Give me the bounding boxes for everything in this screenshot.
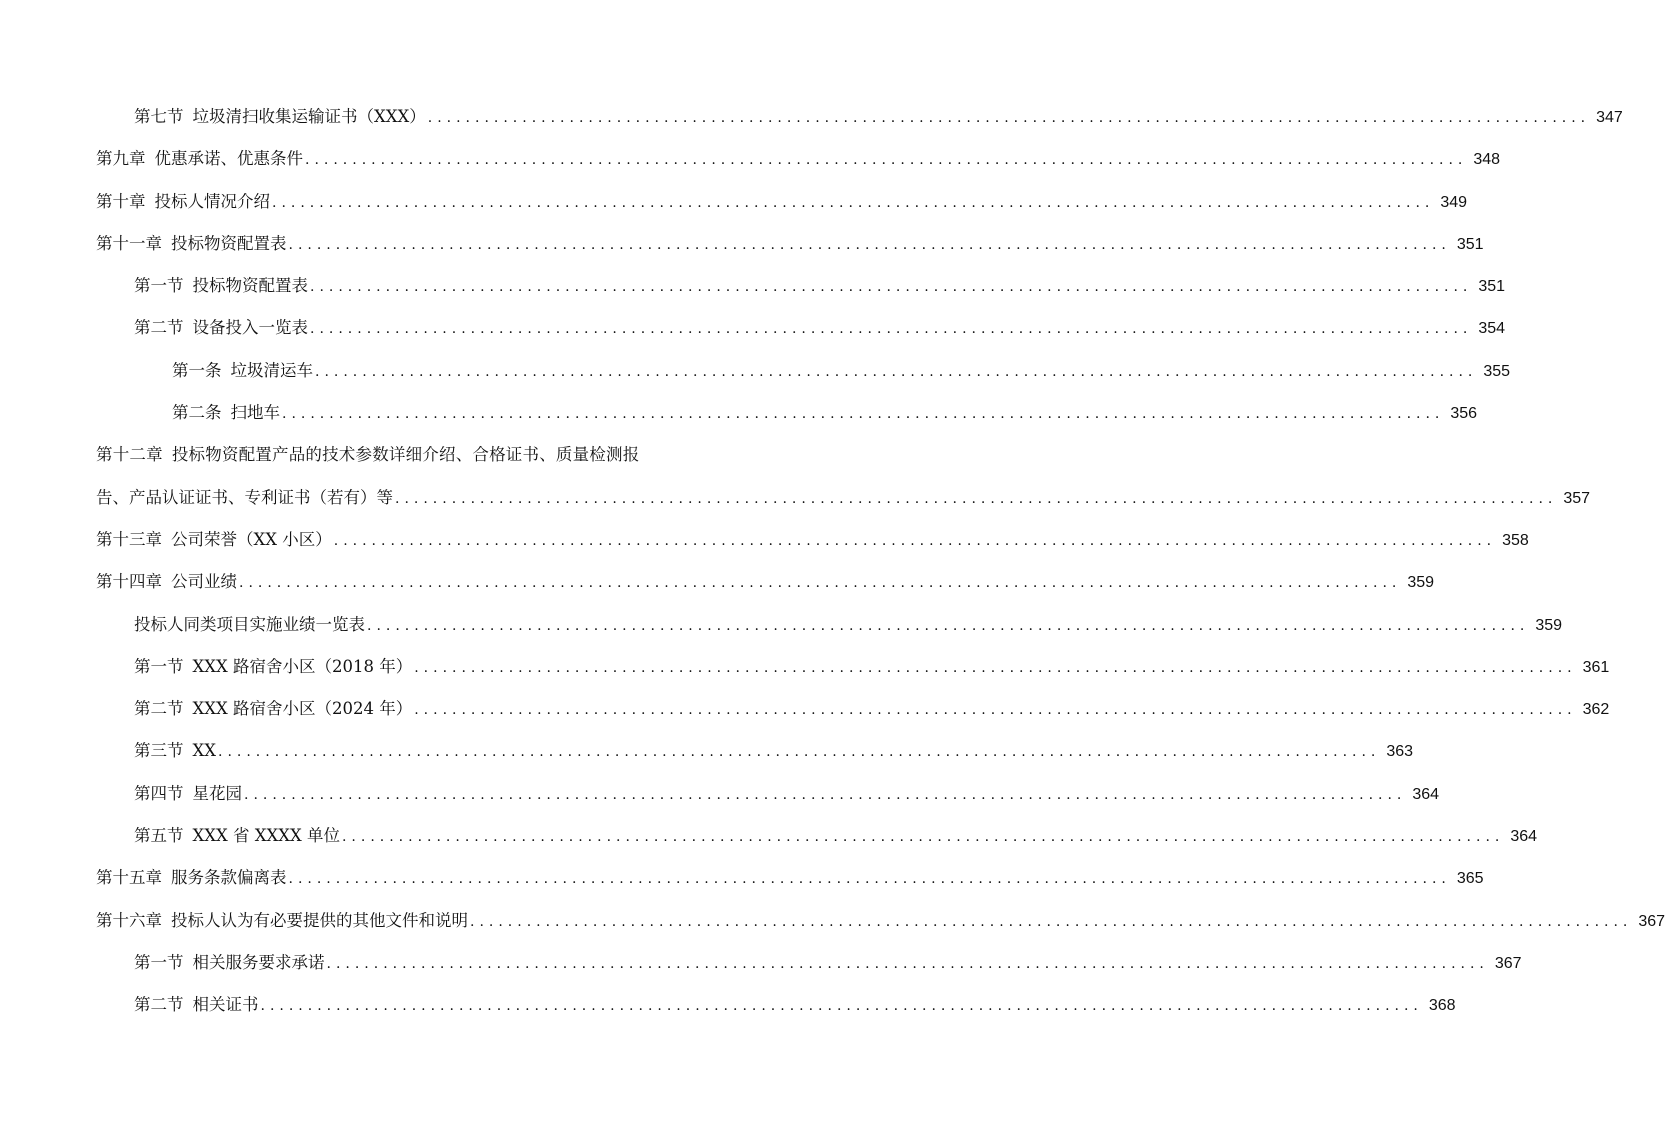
- toc-entry-number: 第十一章: [96, 233, 162, 253]
- dot-leader: ...........................................................................................................................: [341, 829, 1505, 846]
- toc-entry-number: 第二节: [134, 699, 184, 719]
- dot-leader: ...........................................................................................................................: [310, 321, 1473, 338]
- dot-leader: ...........................................................................................................................: [218, 744, 1381, 761]
- dot-leader: ...........................................................................................................................: [395, 490, 1558, 507]
- dot-leader: ...........................................................................................................................: [244, 786, 1407, 803]
- toc-entry-number: 第七节: [134, 107, 184, 126]
- toc-entry-title: 星花园: [192, 783, 242, 803]
- toc-entry-title: 垃圾清运车: [230, 360, 313, 380]
- toc-entry[interactable]: [96, 604, 1563, 646]
- toc-entry-page: 355: [1483, 362, 1511, 380]
- toc-entry-page: 359: [1535, 616, 1563, 634]
- toc-entry-page: 348: [1473, 151, 1501, 169]
- toc-entry-number: 第一节: [134, 656, 184, 676]
- toc-entry-page: 349: [1440, 193, 1468, 211]
- toc-entry-page: 354: [1478, 320, 1506, 338]
- toc-entry-wrapped[interactable]: [96, 434, 1591, 519]
- toc-entry-page: 347: [1596, 109, 1623, 126]
- toc-entry[interactable]: [96, 561, 1435, 603]
- toc-entry-page: 361: [1582, 658, 1610, 676]
- toc-entry-number: 第四节: [134, 783, 184, 803]
- dot-leader: ...........................................................................................................................: [315, 363, 1478, 380]
- toc-entry-first-line: [96, 434, 698, 476]
- dot-leader: ...........................................................................................................................: [427, 110, 1591, 126]
- toc-entry-title: 垃圾清扫收集运输证书（XXX）: [192, 107, 426, 126]
- toc-entry-number: 第十章: [96, 191, 146, 211]
- dot-leader: ...........................................................................................................................: [414, 659, 1577, 676]
- toc-entry-title-line1: 投标物资配置产品的技术参数详细介绍、合格证书、质量检测报: [171, 445, 640, 465]
- table-of-contents: [96, 96, 1665, 1027]
- dot-leader: ...........................................................................................................................: [310, 279, 1473, 296]
- dot-leader: ...........................................................................................................................: [260, 998, 1423, 1015]
- toc-entry-page: 364: [1510, 828, 1538, 846]
- dot-leader: ...........................................................................................................................: [282, 406, 1445, 423]
- toc-entry-title: 设备投入一览表: [192, 318, 308, 338]
- toc-entry-title: 投标物资配置表: [171, 233, 287, 253]
- toc-entry-number: 第一节: [134, 276, 184, 296]
- toc-entry[interactable]: [96, 307, 1506, 349]
- toc-entry-title: XXX 路宿舍小区（2018 年）: [192, 656, 413, 676]
- toc-entry-title: 相关证书: [192, 995, 259, 1015]
- toc-entry-number: 第一节: [134, 952, 184, 972]
- toc-entry-title: 投标人认为有必要提供的其他文件和说明: [171, 910, 468, 930]
- toc-entry-title: 优惠承诺、优惠条件: [154, 149, 303, 169]
- toc-entry[interactable]: [96, 392, 1478, 434]
- toc-entry[interactable]: [96, 181, 1468, 223]
- toc-entry-number: 第十二章: [96, 445, 163, 465]
- toc-entry-continuation: [96, 477, 1591, 519]
- dot-leader: ...........................................................................................................................: [414, 702, 1577, 719]
- toc-entry[interactable]: [96, 519, 1529, 561]
- toc-entry[interactable]: [96, 223, 1484, 265]
- toc-entry-title: XXX 省 XXXX 单位: [192, 826, 340, 846]
- toc-entry-page: 368: [1428, 997, 1456, 1015]
- toc-entry-page: 358: [1502, 531, 1529, 549]
- toc-entry-title: 服务条款偏离表: [171, 868, 287, 888]
- toc-entry[interactable]: [96, 265, 1506, 307]
- toc-entry[interactable]: [96, 350, 1511, 392]
- toc-entry-number: 第二节: [134, 995, 184, 1015]
- dot-leader: ...........................................................................................................................: [305, 152, 1468, 169]
- toc-entry-number: 第二节: [134, 318, 184, 338]
- toc-entry-title: 公司业绩: [171, 572, 237, 592]
- toc-entry-title: 投标物资配置表: [192, 276, 308, 296]
- dot-leader: ...........................................................................................................................: [288, 871, 1451, 888]
- toc-entry-title: 相关服务要求承诺: [192, 952, 325, 972]
- toc-entry-title: XXX 路宿舍小区（2024 年）: [192, 699, 413, 719]
- toc-entry-page: 351: [1478, 278, 1506, 296]
- toc-entry[interactable]: [96, 984, 1456, 1026]
- toc-entry-number: 第十六章: [96, 910, 162, 930]
- toc-entry-page: 359: [1407, 574, 1435, 592]
- dot-leader: ...........................................................................................................................: [333, 532, 1497, 549]
- toc-entry-number: 第九章: [96, 149, 146, 169]
- toc-entry-title: 投标人同类项目实施业绩一览表: [134, 614, 365, 634]
- toc-entry-title: 告、产品认证证书、专利证书（若有）等: [96, 487, 393, 507]
- toc-entry-number: 第二条: [172, 403, 222, 423]
- toc-entry[interactable]: [96, 646, 1610, 688]
- toc-entry-page: 362: [1582, 701, 1610, 719]
- dot-leader: ...........................................................................................................................: [239, 575, 1402, 592]
- dot-leader: ...........................................................................................................................: [326, 955, 1489, 972]
- dot-leader: ...........................................................................................................................: [288, 236, 1451, 253]
- toc-entry-number: 第五节: [134, 826, 184, 846]
- toc-entry-number: 第三节: [134, 741, 184, 761]
- toc-entry[interactable]: [96, 138, 1501, 180]
- toc-entry-page: 365: [1456, 870, 1484, 888]
- toc-entry-page: 367: [1494, 954, 1522, 972]
- toc-entry-number: 第十五章: [96, 868, 162, 888]
- toc-entry-number: 第一条: [172, 360, 222, 380]
- toc-entry[interactable]: [96, 688, 1610, 730]
- toc-entry[interactable]: [96, 773, 1440, 815]
- toc-entry[interactable]: [96, 900, 1665, 942]
- toc-entry[interactable]: [96, 815, 1538, 857]
- toc-entry[interactable]: [96, 857, 1484, 899]
- toc-entry-number: 第十四章: [96, 572, 162, 592]
- dot-leader: ...........................................................................................................................: [367, 617, 1530, 634]
- dot-leader: ...........................................................................................................................: [272, 194, 1435, 211]
- dot-leader: ...........................................................................................................................: [470, 913, 1633, 930]
- toc-entry-title: 公司荣誉（XX 小区）: [171, 529, 332, 549]
- toc-entry-number: 第十三章: [96, 529, 162, 549]
- toc-entry-page: 357: [1563, 489, 1591, 507]
- toc-entry[interactable]: [96, 730, 1414, 772]
- toc-entry[interactable]: [96, 96, 1623, 138]
- toc-entry-title: 投标人情况介绍: [154, 191, 270, 211]
- toc-entry-page: 351: [1456, 235, 1484, 253]
- toc-entry[interactable]: [96, 942, 1522, 984]
- toc-entry-title: 扫地车: [230, 403, 280, 423]
- toc-entry-title: XX: [192, 741, 216, 761]
- toc-entry-page: 363: [1386, 743, 1414, 761]
- toc-entry-page: 356: [1450, 405, 1478, 423]
- toc-entry-page: 367: [1638, 912, 1665, 930]
- toc-entry-page: 364: [1412, 785, 1440, 803]
